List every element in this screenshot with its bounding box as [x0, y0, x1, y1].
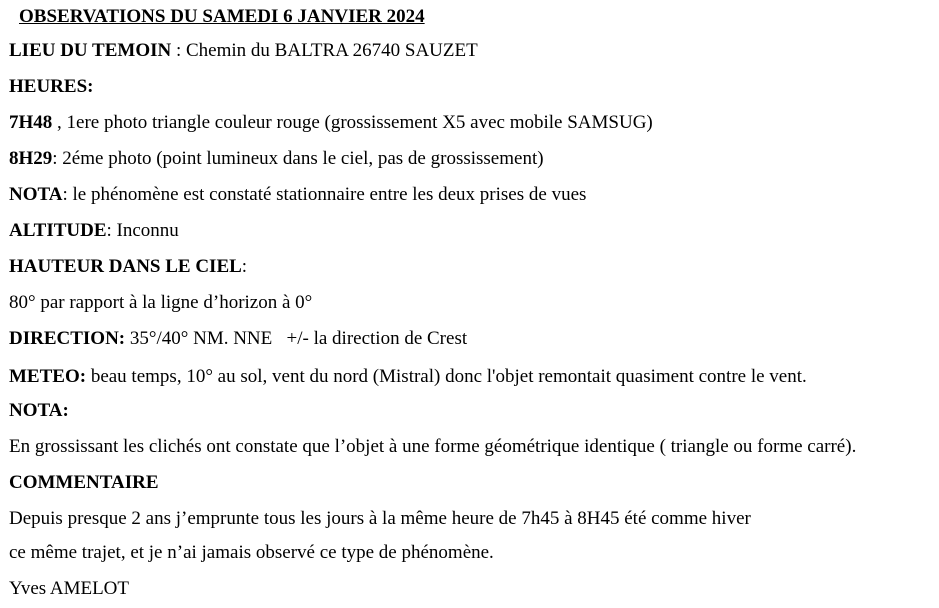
meteo-line	[9, 366, 807, 388]
signature: Yves AMELOT	[9, 578, 130, 599]
altitude-label: ALTITUDE	[9, 220, 107, 241]
observation-1-line	[9, 112, 653, 134]
nota-2-label: NOTA:	[9, 400, 69, 421]
observation-2-time: 8H29	[9, 148, 53, 169]
hauteur-value: 80° par rapport à la ligne d’horizon à 0°	[9, 292, 313, 313]
document-title: OBSERVATIONS DU SAMEDI 6 JANVIER 2024	[19, 6, 425, 27]
hauteur-label: HAUTEUR DANS LE CIEL	[9, 256, 242, 277]
meteo-label: METEO:	[9, 366, 87, 387]
observation-2-line	[9, 148, 544, 170]
hauteur-line	[9, 256, 247, 278]
hauteur-colon: :	[241, 256, 248, 277]
lieu-value: : Chemin du BALTRA 26740 SAUZET	[171, 40, 478, 61]
observation-1-text: , 1ere photo triangle couleur rouge (grossissement X5 avec mobile SAMSUG)	[52, 112, 653, 133]
direction-label: DIRECTION:	[9, 328, 126, 349]
meteo-value: beau temps, 10° au sol, vent du nord (Mistral) donc l'objet remontait quasiment contre le vent.	[86, 366, 807, 387]
heures-label: HEURES:	[9, 76, 94, 97]
lieu-line	[9, 40, 478, 62]
altitude-value: : Inconnu	[106, 220, 179, 241]
altitude-line	[9, 220, 179, 242]
observation-2-text: : 2éme photo (point lumineux dans le ciel, pas de grossissement)	[52, 148, 544, 169]
nota-1-label: NOTA	[9, 184, 63, 205]
direction-line	[9, 328, 467, 350]
observation-1-time: 7H48	[9, 112, 53, 133]
commentaire-line-1: Depuis presque 2 ans j’emprunte tous les jours à la même heure de 7h45 à 8H45 été comme hiver	[9, 508, 751, 529]
direction-value: 35°/40° NM. NNE +/- la direction de Crest	[125, 328, 468, 349]
lieu-label: LIEU DU TEMOIN	[9, 40, 172, 61]
commentaire-line-2: ce même trajet, et je n’ai jamais observé ce type de phénomène.	[9, 542, 494, 563]
nota-1-line	[9, 184, 586, 206]
nota-1-text: : le phénomène est constaté stationnaire entre les deux prises de vues	[62, 184, 587, 205]
nota-2-text: En grossissant les clichés ont constate que l’objet à une forme géométrique identique ( triangle ou forme carré).	[9, 436, 857, 457]
commentaire-label: COMMENTAIRE	[9, 472, 159, 493]
